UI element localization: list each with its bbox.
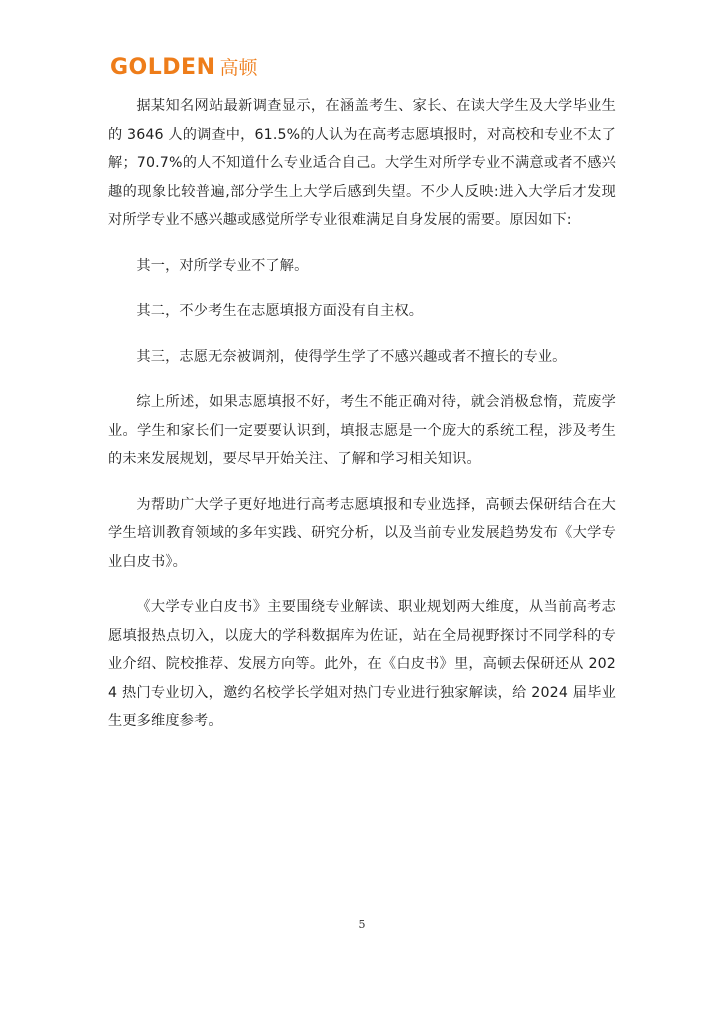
paragraph-whitepaper: 《大学专业白皮书》主要围绕专业解读、职业规划两大维度，从当前高考志愿填报热点切入，以庞大的学科数据库为佐证，站在全局视野探讨不同学科的专业介绍、院校推荐、发展方向等。此外，在《白皮书》里，高顿去保研还从 2024 热门专业切入，邀约名校学长学姐对热门专业进行独家解读，给 2024 届毕业生更多维度参考。 xyxy=(108,599,616,729)
paragraph-reason-2: 其二，不少考生在志愿填报方面没有自主权。 xyxy=(136,303,424,319)
logo-chinese: 高顿 xyxy=(219,56,258,79)
paragraph-release: 为帮助广大学子更好地进行高考志愿填报和专业选择，高顿去保研结合在大学生培训教育领域的多年实践、研究分析，以及当前专业发展趋势发布《大学专业白皮书》。 xyxy=(108,496,616,570)
page-number: 5 xyxy=(358,918,366,931)
golden-logo xyxy=(110,54,258,82)
paragraph-reason-1: 其一，对所学专业不了解。 xyxy=(136,257,309,274)
paragraph-survey: 据某知名网站最新调查显示，在涵盖考生、家长、在读大学生及大学毕业生的 3646 人的调查中，61.5%的人认为在高考志愿填报时，对高校和专业不太了解；70.7%的人不知道什么专业适合自己。大学生对所学专业不满意或者不感兴趣的现象比较普遍,部分学生上大学后感到失望。不少人反映:进入大学后才发现对所学专业不感兴趣或感觉所学专业很难满足自身发展的需要。原因如下: xyxy=(108,98,616,228)
body-text xyxy=(108,92,616,736)
logo-wordmark: GOLDEN xyxy=(110,55,216,80)
paragraph-summary: 综上所述，如果志愿填报不好，考生不能正确对待，就会消极怠惰，荒废学业。学生和家长们一定要要认识到，填报志愿是一个庞大的系统工程，涉及考生的未来发展规划，要尽早开始关注、了解和学习相关知识。 xyxy=(108,394,616,467)
paragraph-reason-3: 其三，志愿无奈被调剂，使得学生学了不感兴趣或者不擅长的专业。 xyxy=(136,348,567,365)
